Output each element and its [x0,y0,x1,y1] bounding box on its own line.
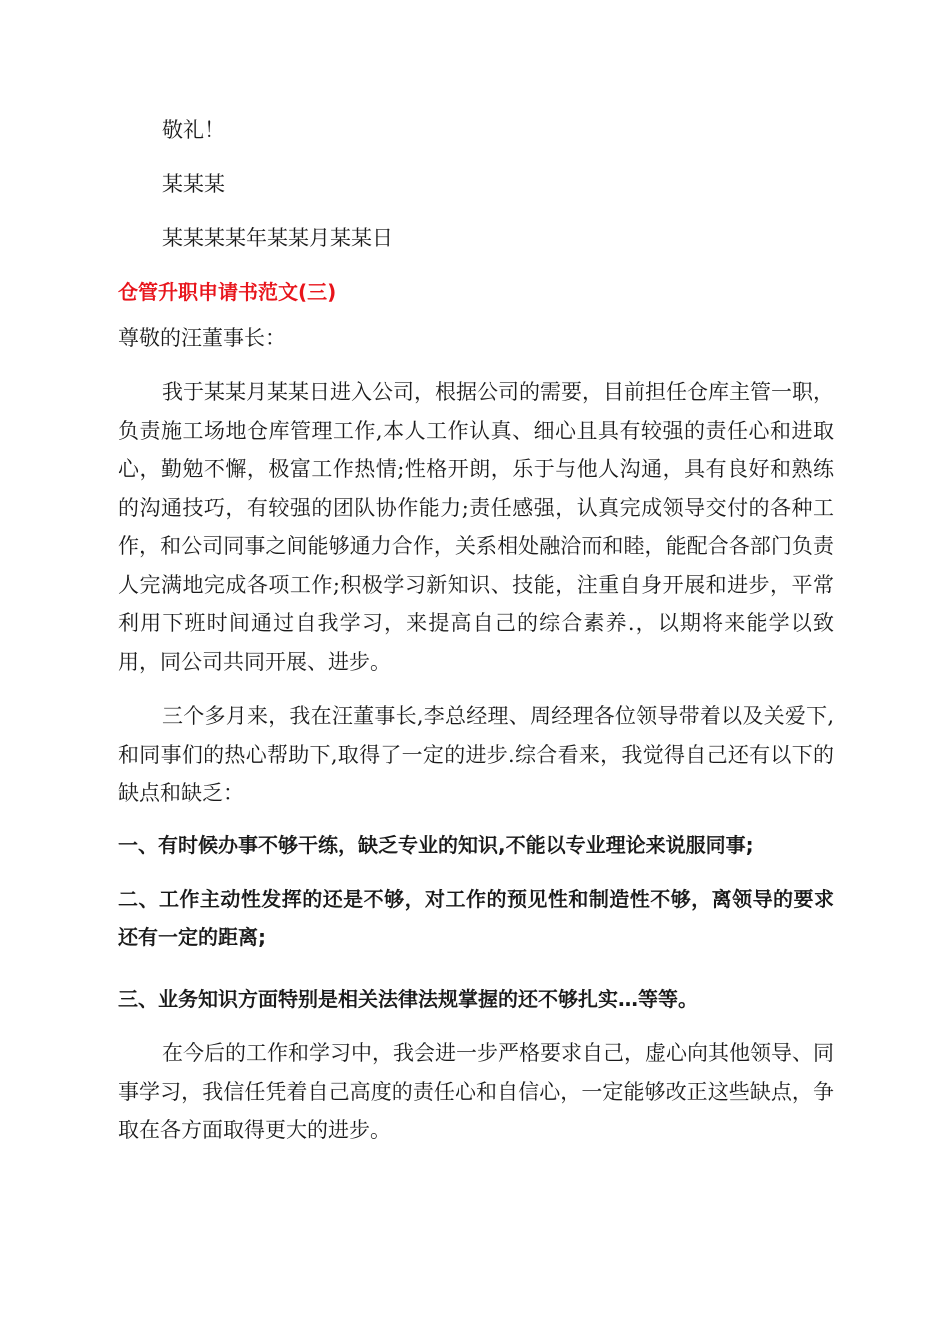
shortcoming-item-1: 一、有时候办事不够干练，缺乏专业的知识,不能以专业理论来说服同事; [118,833,754,857]
shortcoming-item-2: 二、工作主动性发挥的还是不够，对工作的预见性和制造性不够，离领导的要求还有一定的距离; [118,887,834,949]
greeting: 尊敬的汪董事长： [118,326,286,350]
body-paragraph-progress: 三个多月来，我在汪董事长,李总经理、周经理各位领导带着以及关爱下,和同事们的热心帮助下,取得了一定的进步.综合看来，我觉得自己还有以下的缺点和缺乏： [118,704,834,805]
closing-signature: 某某某 [162,172,225,196]
shortcoming-item-3: 三、业务知识方面特别是相关法律法规掌握的还不够扎实…等等。 [118,987,698,1011]
closing-salute: 敬礼！ [162,118,225,142]
conclusion-paragraph: 在今后的工作和学习中，我会进一步严格要求自己，虚心向其他领导、同事学习，我信任凭着自己高度的责任心和自信心，一定能够改正这些缺点，争取在各方面取得更大的进步。 [118,1041,834,1142]
closing-date: 某某某某年某某月某某日 [162,226,393,250]
body-paragraph-intro: 我于某某月某某日进入公司，根据公司的需要，目前担任仓库主管一职，负责施工场地仓库管理工作,本人工作认真、细心且具有较强的责任心和进取心，勤勉不懈，极富工作热情;性格开朗，乐于与他人沟通，具有良好和熟练的沟通技巧，有较强的团队协作能力;责任感强，认真完成领导交付的各种工作，和公司同事之间能够通力合作，关系相处融洽而和睦，能配合各部门负责人完满地完成各项工作;积极学习新知识、技能，注重自身开展和进步，平常利用下班时间通过自我学习，来提高自己的综合素养.，以期将来能学以致用，同公司共同开展、进步。 [118,380,834,674]
section-title: 仓管升职申请书范文(三) [118,280,337,304]
